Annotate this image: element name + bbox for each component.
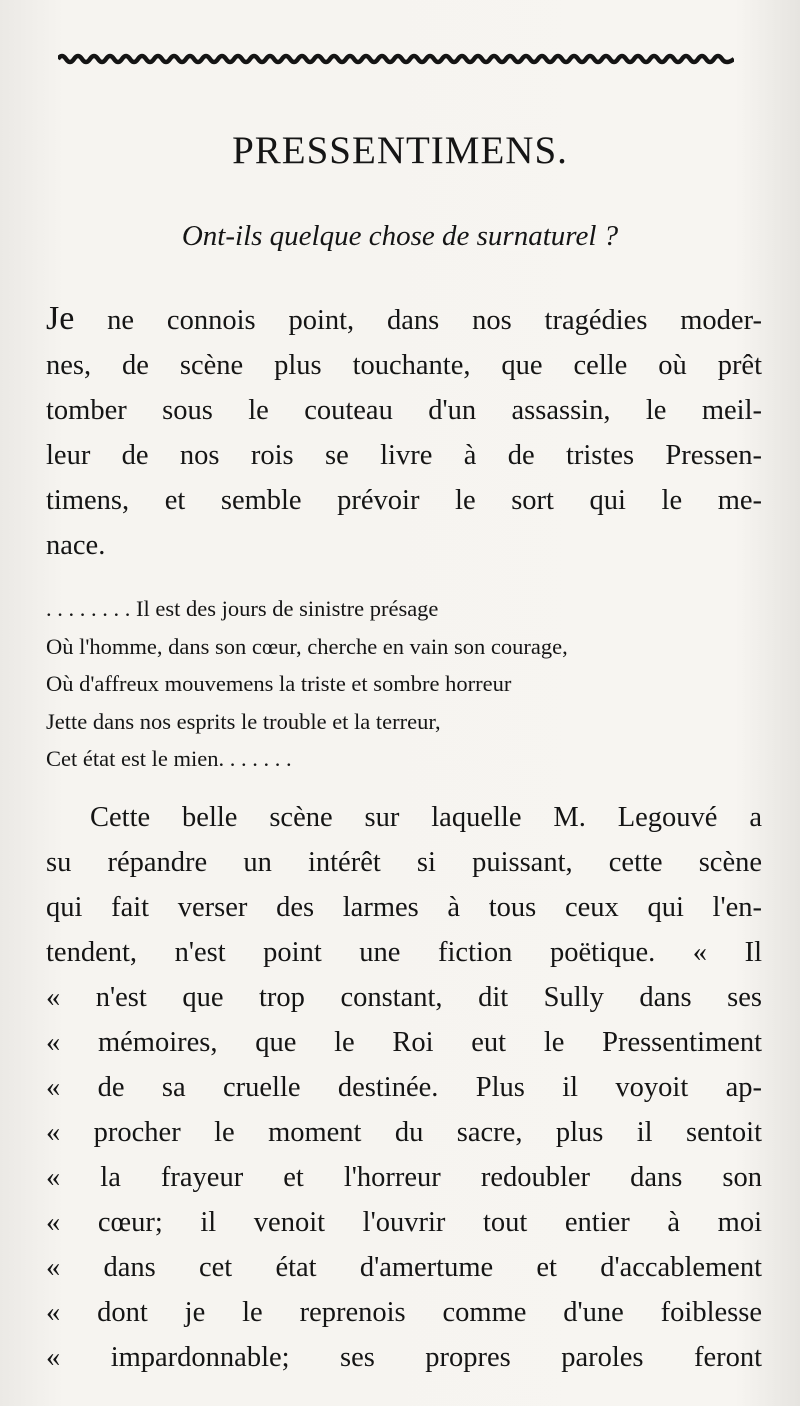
- drop-cap: Je: [46, 300, 75, 337]
- paragraph-line: « dans cet état d'amertume et d'accablement: [46, 1252, 762, 1283]
- verse-line: Où l'homme, dans son cœur, cherche en vain son courage,: [46, 633, 568, 659]
- paragraph-2: [46, 795, 762, 1380]
- paragraph-line: « procher le moment du sacre, plus il sentoit: [46, 1117, 762, 1148]
- page-subtitle: Ont-ils quelque chose de surnaturel ?: [181, 220, 619, 252]
- paragraph-line: « de sa cruelle destinée. Plus il voyoit ap-: [46, 1072, 762, 1103]
- paragraph-line: nes, de scène plus touchante, que celle où prêt: [46, 350, 762, 381]
- paragraph-line: Je ne connois point, dans nos tragédies moder-: [46, 300, 762, 337]
- ornamental-rule: [58, 48, 734, 70]
- paragraph-line: « impardonnable; ses propres paroles feront: [46, 1342, 762, 1373]
- paragraph-line: leur de nos rois se livre à de tristes Pressen-: [46, 440, 762, 471]
- paragraph-line: « cœur; il venoit l'ouvrir tout entier à moi: [46, 1207, 762, 1238]
- paragraph-line: qui fait verser des larmes à tous ceux qui l'en-: [46, 892, 762, 923]
- verse-line: Jette dans nos esprits le trouble et la terreur,: [46, 708, 441, 734]
- paragraph-line: nace.: [46, 530, 106, 561]
- paragraph-line: tomber sous le couteau d'un assassin, le meil-: [46, 395, 762, 426]
- paragraph-1: [46, 296, 762, 568]
- verse-line: . . . . . . . . Il est des jours de sinistre présage: [46, 596, 439, 621]
- verse-quotation: [46, 590, 762, 778]
- paragraph-line: « la frayeur et l'horreur redoubler dans son: [46, 1162, 762, 1193]
- paragraph-line: timens, et semble prévoir le sort qui le me-: [46, 485, 762, 516]
- page-title: PRESSENTIMENS.: [232, 129, 568, 172]
- paragraph-line: su répandre un intérêt si puissant, cette scène: [46, 847, 762, 878]
- paragraph-line: Cette belle scène sur laquelle M. Legouvé a: [90, 802, 762, 833]
- verse-line: Cet état est le mien. . . . . . .: [46, 746, 292, 771]
- paragraph-line: tendent, n'est point une fiction poëtique. « Il: [46, 937, 762, 968]
- verse-line: Où d'affreux mouvemens la triste et sombre horreur: [46, 671, 512, 696]
- paragraph-line: « n'est que trop constant, dit Sully dans ses: [46, 982, 762, 1013]
- paragraph-line: « mémoires, que le Roi eut le Pressentiment: [46, 1027, 762, 1058]
- paragraph-line: « dont je le reprenois comme d'une foiblesse: [46, 1297, 762, 1328]
